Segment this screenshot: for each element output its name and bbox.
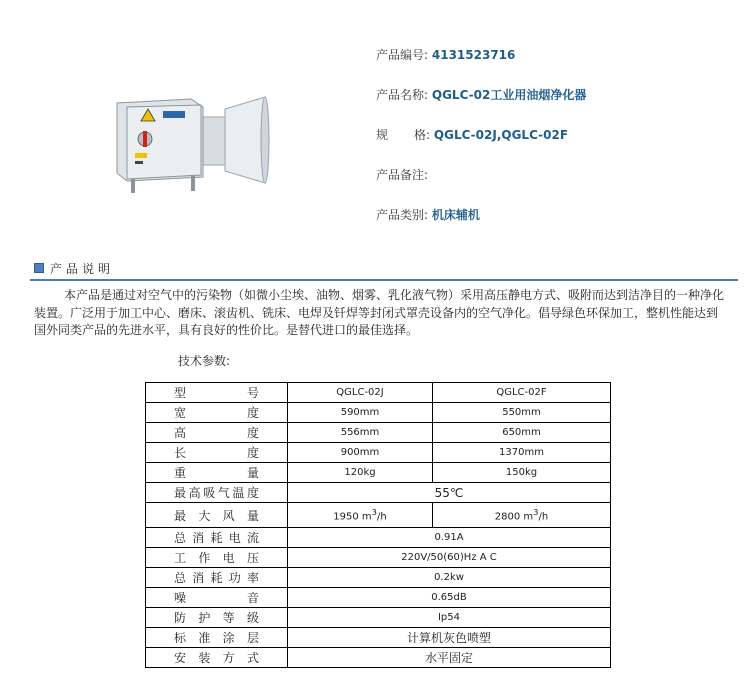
spec-name-char: 级 <box>246 611 259 625</box>
spec-value-shared: 55℃ <box>288 483 611 503</box>
spec-name-char: 度 <box>246 486 259 500</box>
product-code-value: 4131523716 <box>431 48 516 62</box>
spec-value-shared: 0.65dB <box>288 588 611 608</box>
table-row <box>146 423 611 443</box>
product-code-line <box>376 47 515 63</box>
spec-value-j: 556mm <box>288 423 433 443</box>
spec-value-shared: 计算机灰色喷塑 <box>288 628 611 648</box>
table-row <box>146 608 611 628</box>
spec-value-f: 150kg <box>433 463 611 483</box>
spec-name <box>146 628 288 648</box>
spec-value-f: 1370mm <box>433 443 611 463</box>
product-remark-line <box>376 167 428 183</box>
table-row <box>146 568 611 588</box>
spec-name-char: 高 <box>174 426 187 440</box>
table-row <box>146 383 611 403</box>
spec-name-char: 耗 <box>210 571 223 585</box>
spec-name <box>146 503 288 528</box>
table-row <box>146 648 611 668</box>
spec-name-char: 气 <box>217 486 230 500</box>
spec-name-char: 量 <box>246 466 259 480</box>
product-image <box>105 95 270 195</box>
section-title: 产品说明 <box>50 262 115 276</box>
spec-name <box>146 463 288 483</box>
spec-name-char: 号 <box>246 386 259 400</box>
spec-name-char: 准 <box>198 631 211 645</box>
spec-name-char: 率 <box>246 571 259 585</box>
table-row <box>146 528 611 548</box>
spec-name-char: 型 <box>174 386 187 400</box>
spec-name-char: 工 <box>174 551 187 565</box>
product-category-value: 机床辅机 <box>431 208 480 222</box>
spec-name <box>146 568 288 588</box>
spec-name-char: 等 <box>222 611 235 625</box>
table-row <box>146 483 611 503</box>
spec-name-char: 重 <box>174 466 187 480</box>
spec-value-j: 1950 $m^3/h$ <box>288 503 433 528</box>
spec-value-f: QGLC-02F <box>433 383 611 403</box>
spec-value-f: 650mm <box>433 423 611 443</box>
spec-name-char: 作 <box>198 551 211 565</box>
spec-value-f: 550mm <box>433 403 611 423</box>
spec-name-char: 高 <box>188 486 201 500</box>
spec-name-char: 装 <box>198 651 211 665</box>
spec-name-char: 长 <box>174 446 187 460</box>
spec-name-char: 吸 <box>203 486 216 500</box>
product-code-label: 产品编号: <box>376 48 429 62</box>
section-square-icon <box>34 263 44 273</box>
table-row <box>146 548 611 568</box>
spec-name-char: 量 <box>246 508 259 523</box>
spec-name-char: 压 <box>246 551 259 565</box>
product-spec-label-a: 规 <box>376 128 389 142</box>
spec-name <box>146 483 288 503</box>
spec-name-char: 耗 <box>210 531 223 545</box>
spec-value-j: 590mm <box>288 403 433 423</box>
spec-value-shared: 0.2kw <box>288 568 611 588</box>
spec-name-char: 流 <box>246 531 259 545</box>
product-description: 本产品是通过对空气中的污染物（如微小尘埃、油物、烟雾、乳化液气物）采用高压静电方式、吸附而达到洁净目的一种净化装置。广泛用于加工中心、磨床、滚齿机、铣床、电焊及钎焊等封闭式罩壳设备内的空气净化。倡导绿色环保加工，整机性能达到国外同类产品的先进水平，具有良好的性价比。是替代进口的最佳选择。 <box>34 288 725 337</box>
spec-name-char: 标 <box>174 631 187 645</box>
spec-name-char: 总 <box>174 571 187 585</box>
spec-value-f: 2800 $m^3/h$ <box>433 503 611 528</box>
product-name-line <box>376 87 586 103</box>
spec-value-shared: 220V/50(60)Hz A C <box>288 548 611 568</box>
spec-name-char: 度 <box>246 406 259 420</box>
spec-value-shared: Ip54 <box>288 608 611 628</box>
spec-name-char: 温 <box>232 486 245 500</box>
spec-name-char: 护 <box>198 611 211 625</box>
spec-name-char: 噪 <box>174 591 187 605</box>
table-row <box>146 503 611 528</box>
spec-name-char: 大 <box>198 508 211 523</box>
product-category-label: 产品类别: <box>376 208 429 222</box>
spec-name <box>146 548 288 568</box>
spec-name <box>146 528 288 548</box>
spec-table <box>145 382 611 668</box>
product-name-label: 产品名称: <box>376 88 429 102</box>
section-divider <box>30 279 738 281</box>
product-category-line <box>376 207 480 223</box>
table-row <box>146 463 611 483</box>
product-remark-label: 产品备注: <box>376 168 429 182</box>
spec-name-char: 防 <box>174 611 187 625</box>
spec-name <box>146 608 288 628</box>
spec-name-char: 度 <box>246 426 259 440</box>
product-spec-line <box>376 127 568 143</box>
spec-name <box>146 588 288 608</box>
spec-name-char: 功 <box>228 571 241 585</box>
spec-name-char: 宽 <box>174 406 187 420</box>
spec-name-char: 层 <box>246 631 259 645</box>
spec-name-char: 方 <box>222 651 235 665</box>
spec-name-char: 消 <box>192 571 205 585</box>
table-row <box>146 588 611 608</box>
spec-value-j: QGLC-02J <box>288 383 433 403</box>
spec-name-char: 消 <box>192 531 205 545</box>
spec-name-char: 电 <box>222 551 235 565</box>
spec-name-char: 电 <box>228 531 241 545</box>
table-row <box>146 628 611 648</box>
spec-name <box>146 383 288 403</box>
spec-name <box>146 423 288 443</box>
product-name-value: QGLC-02工业用油烟净化器 <box>431 88 587 102</box>
spec-name-char: 度 <box>246 446 259 460</box>
spec-name-char: 风 <box>222 508 235 523</box>
spec-value-j: 120kg <box>288 463 433 483</box>
spec-name-char: 最 <box>174 486 187 500</box>
spec-name-char: 音 <box>246 591 259 605</box>
spec-name-char: 式 <box>246 651 259 665</box>
spec-name-char: 安 <box>174 651 187 665</box>
spec-name <box>146 443 288 463</box>
spec-value-j: 900mm <box>288 443 433 463</box>
table-row <box>146 403 611 423</box>
product-spec-value: QGLC-02J,QGLC-02F <box>433 128 569 142</box>
spec-value-shared: 水平固定 <box>288 648 611 668</box>
product-spec-label-b: 格: <box>414 128 431 142</box>
spec-name-char: 涂 <box>222 631 235 645</box>
table-row <box>146 443 611 463</box>
spec-name-char: 最 <box>174 508 187 523</box>
spec-name <box>146 648 288 668</box>
tech-params-label: 技术参数: <box>178 354 231 368</box>
spec-name-char: 总 <box>174 531 187 545</box>
spec-value-shared: 0.91A <box>288 528 611 548</box>
spec-name <box>146 403 288 423</box>
